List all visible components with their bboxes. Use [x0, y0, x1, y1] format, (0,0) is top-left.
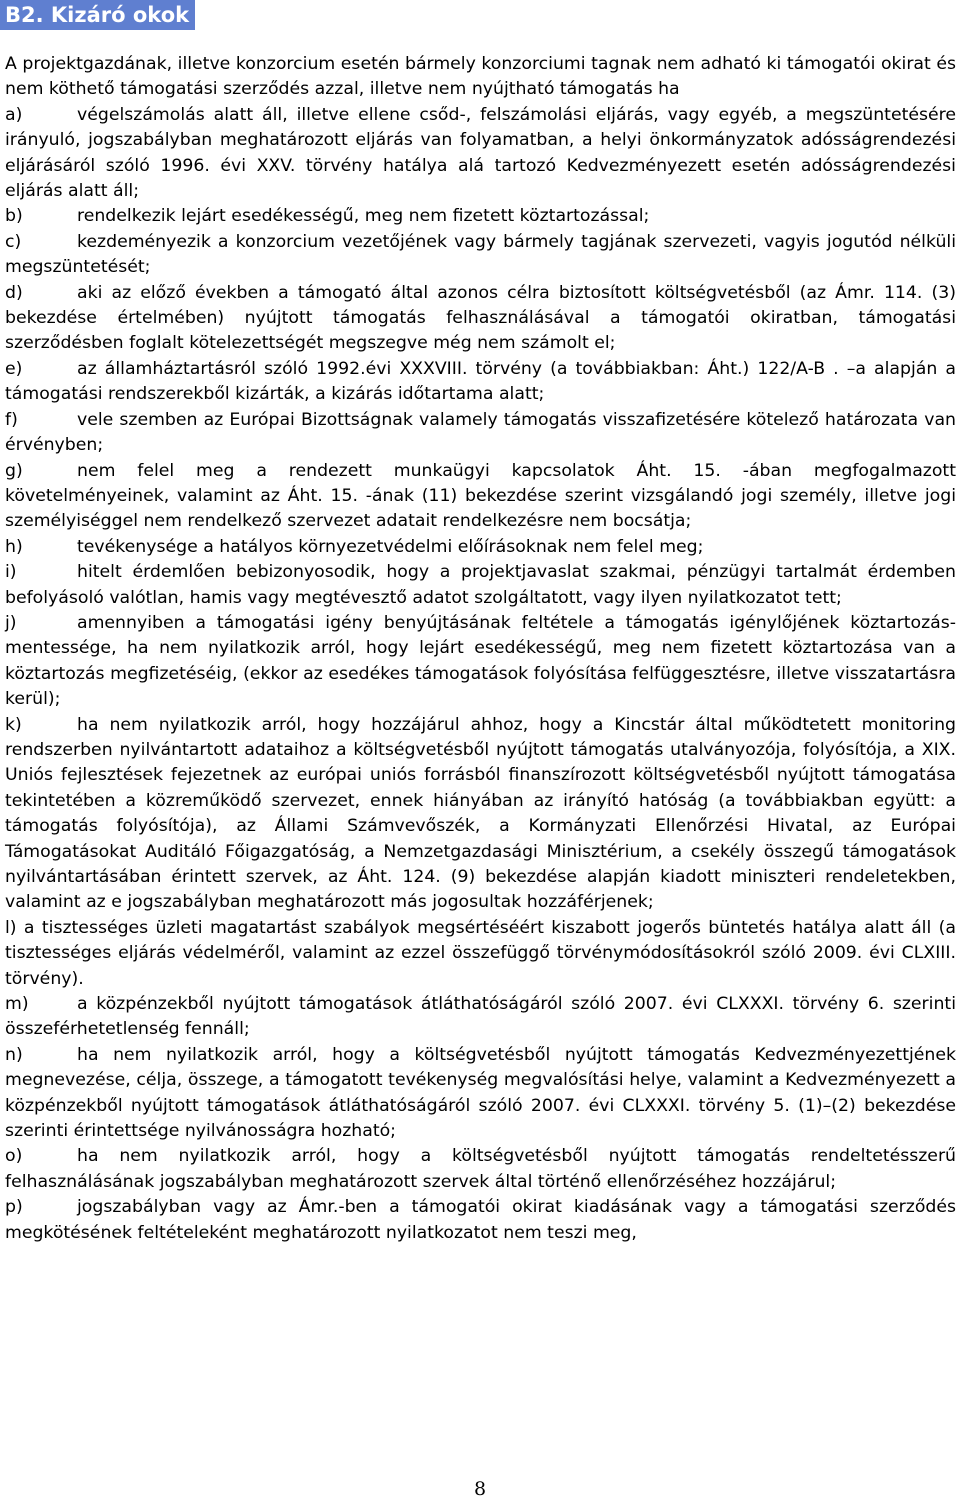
item-text: a közpénzekből nyújtott támogatások átláthatóságáról szóló 2007. évi CLXXXI. törvény 6. szerinti összeférhetetlenség fennáll;: [5, 994, 956, 1040]
item-label: e): [5, 358, 23, 379]
list-item: [5, 713, 956, 916]
item-label: i): [5, 562, 17, 583]
list-item: [5, 103, 956, 205]
list-item: [5, 459, 956, 535]
item-text: tevékenysége a hatályos környezetvédelmi előírásoknak nem felel meg;: [77, 536, 704, 557]
item-text: ha nem nyilatkozik arról, hogy a költségvetésből nyújtott támogatás Kedvezményezettjének megnevezése, célja, összege, a támogatott tevékenység megvalósítási helye, valamint a Kedvezményezett a közpénzekből nyújtott támogatások átláthatóságáról szóló 2007. évi CLXXXI. törvény 5. (1)–(2) bekezdése szerinti érintettsége nyilvánosságra hozható;: [5, 1044, 956, 1142]
item-label: j): [5, 612, 17, 633]
list-item: [5, 357, 956, 408]
item-text: jogszabályban vagy az Ámr.-ben a támogatói okirat kiadásának vagy a támogatási szerződés megkötésének feltételeként meghatározott nyilatkozatot nem teszi meg,: [5, 1197, 956, 1243]
item-text: végelszámolás alatt áll, illetve ellene csőd-, felszámolási eljárás, vagy egyéb, a megszüntetésére irányuló, jogszabályban meghatározott eljárás van folyamatban, a helyi önkormányzatok adósságrendezési eljárásáról szóló 1996. évi XXV. törvény hatálya alá tartozó Kedvezményezett esetén adósságrendezési eljárás alatt áll;: [5, 104, 956, 202]
list-item: [5, 916, 956, 992]
item-label: p): [5, 1197, 23, 1218]
list-item: [5, 1144, 956, 1195]
section-heading: [0, 0, 195, 30]
item-label: l): [5, 917, 17, 938]
item-text: ha nem nyilatkozik arról, hogy a költségvetésből nyújtott támogatás rendeltetésszerű felhasználásának jogszabályban meghatározott szervek által történő ellenőrzéséhez hozzájárul;: [5, 1146, 956, 1192]
list-item: [5, 204, 956, 229]
section-title: B2. Kizáró okok: [0, 0, 195, 30]
item-label: d): [5, 282, 23, 303]
item-text: amennyiben a támogatási igény benyújtásának feltétele a támogatás igénylőjének köztartozás-mentessége, ha nem nyilatkozik arról, hogy lejárt esedékességű, meg nem fizetett köztartozása van a köztartozás megfizetéséig, (ekkor az esedékes támogatások folyósítása felfüggesztésre, illetve visszatartásra kerül);: [5, 612, 956, 710]
item-text: az államháztartásról szóló 1992.évi XXXVIII. törvény (a továbbiakban: Áht.) 122/A-B . –a alapján a támogatási rendszerekből kizárták, a kizárás időtartama alatt;: [5, 358, 956, 405]
list-item: [5, 281, 956, 357]
item-text: hitelt érdemlően bebizonyosodik, hogy a projektjavaslat szakmai, pénzügyi tartalmát érdemben befolyásoló valótlan, hamis vagy megtévesztő adatot szolgáltatott, vagy ilyen nyilatkozatot tett;: [5, 562, 956, 608]
intro-paragraph: A projektgazdának, illetve konzorcium esetén bármely konzorciumi tagnak nem adható ki támogatói okirat és nem köthető támogatási szerződés azzal, illetve nem nyújtható támogatás ha: [5, 54, 956, 100]
item-text: vele szemben az Európai Bizottságnak valamely támogatás visszafizetésére kötelező határozata van érvényben;: [5, 409, 956, 456]
item-label: a): [5, 104, 23, 125]
item-label: h): [5, 536, 23, 557]
list-item: [5, 408, 956, 459]
item-text: a tisztességes üzleti magatartást szabályok megsértéséért kiszabott jogerős büntetés hatálya alatt áll (a tisztességes eljárás védelméről, valamint az ezzel összefüggő törvénymódosításokról szóló 2009. évi CLXIII. törvény).: [5, 917, 956, 989]
item-text: kezdeményezik a konzorcium vezetőjének vagy bármely tagjának szervezeti, vagyis jogutód nélküli megszüntetését;: [5, 231, 956, 278]
list-item: [5, 1195, 956, 1246]
item-text: nem felel meg a rendezett munkaügyi kapcsolatok Áht. 15. -ában megfogalmazott követelményeinek, valamint az Áht. 15. -ának (11) bekezdése szerint vizsgálandó jogi személy, illetve jogi személyiséggel nem rendelkező szervezet adatait rendelkezésre nem bocsátja;: [5, 460, 956, 532]
item-label: k): [5, 714, 22, 735]
list-item: [5, 611, 956, 713]
document-body: [5, 52, 956, 1246]
exclusion-list: [5, 103, 956, 1246]
list-item: [5, 535, 956, 560]
list-item: [5, 1043, 956, 1145]
item-label: f): [5, 409, 18, 430]
item-label: m): [5, 994, 29, 1015]
item-text: ha nem nyilatkozik arról, hogy hozzájárul ahhoz, hogy a Kincstár által működtetett monitoring rendszerben nyilvántartott adataihoz a költségvetésből nyújtott támogatás utalványozója, folyósítója, a XIX. Uniós fejlesztések fejezetnek az európai uniós forrásból finanszírozott költségvetésből nyújtott támogatása tekintetében a közreműködő szervezet, ennek hiányában az irányító hatóság (a továbbiakban együtt: a támogatás folyósítója), az Állami Számvevőszék, a Kormányzati Ellenőrzési Hivatal, az Európai Támogatásokat Auditáló Főigazgatóság, a Nemzetgazdasági Minisztérium, a csekély összegű támogatások nyilvántartásában érintett szervek, az Áht. 124. (9) bekezdése alapján kiadott miniszteri rendeletekben, valamint az e jogszabályban meghatározott más jogosultak hozzáférjenek;: [5, 714, 956, 913]
item-label: g): [5, 460, 23, 481]
list-item: [5, 230, 956, 281]
item-text: aki az előző években a támogató által azonos célra biztosított költségvetésből (az Ámr. 114. (3) bekezdése értelmében) nyújtott támogatás felhasználásával a támogatói okiratban, támogatási szerződésben foglalt kötelezettségét megszegve még nem számolt el;: [5, 282, 956, 354]
list-item: [5, 992, 956, 1043]
item-label: b): [5, 206, 23, 227]
list-item: [5, 560, 956, 611]
item-label: c): [5, 231, 22, 252]
item-label: n): [5, 1044, 23, 1065]
page-number: 8: [473, 1478, 487, 1500]
item-label: o): [5, 1146, 23, 1167]
item-text: rendelkezik lejárt esedékességű, meg nem fizetett köztartozással;: [77, 206, 650, 227]
